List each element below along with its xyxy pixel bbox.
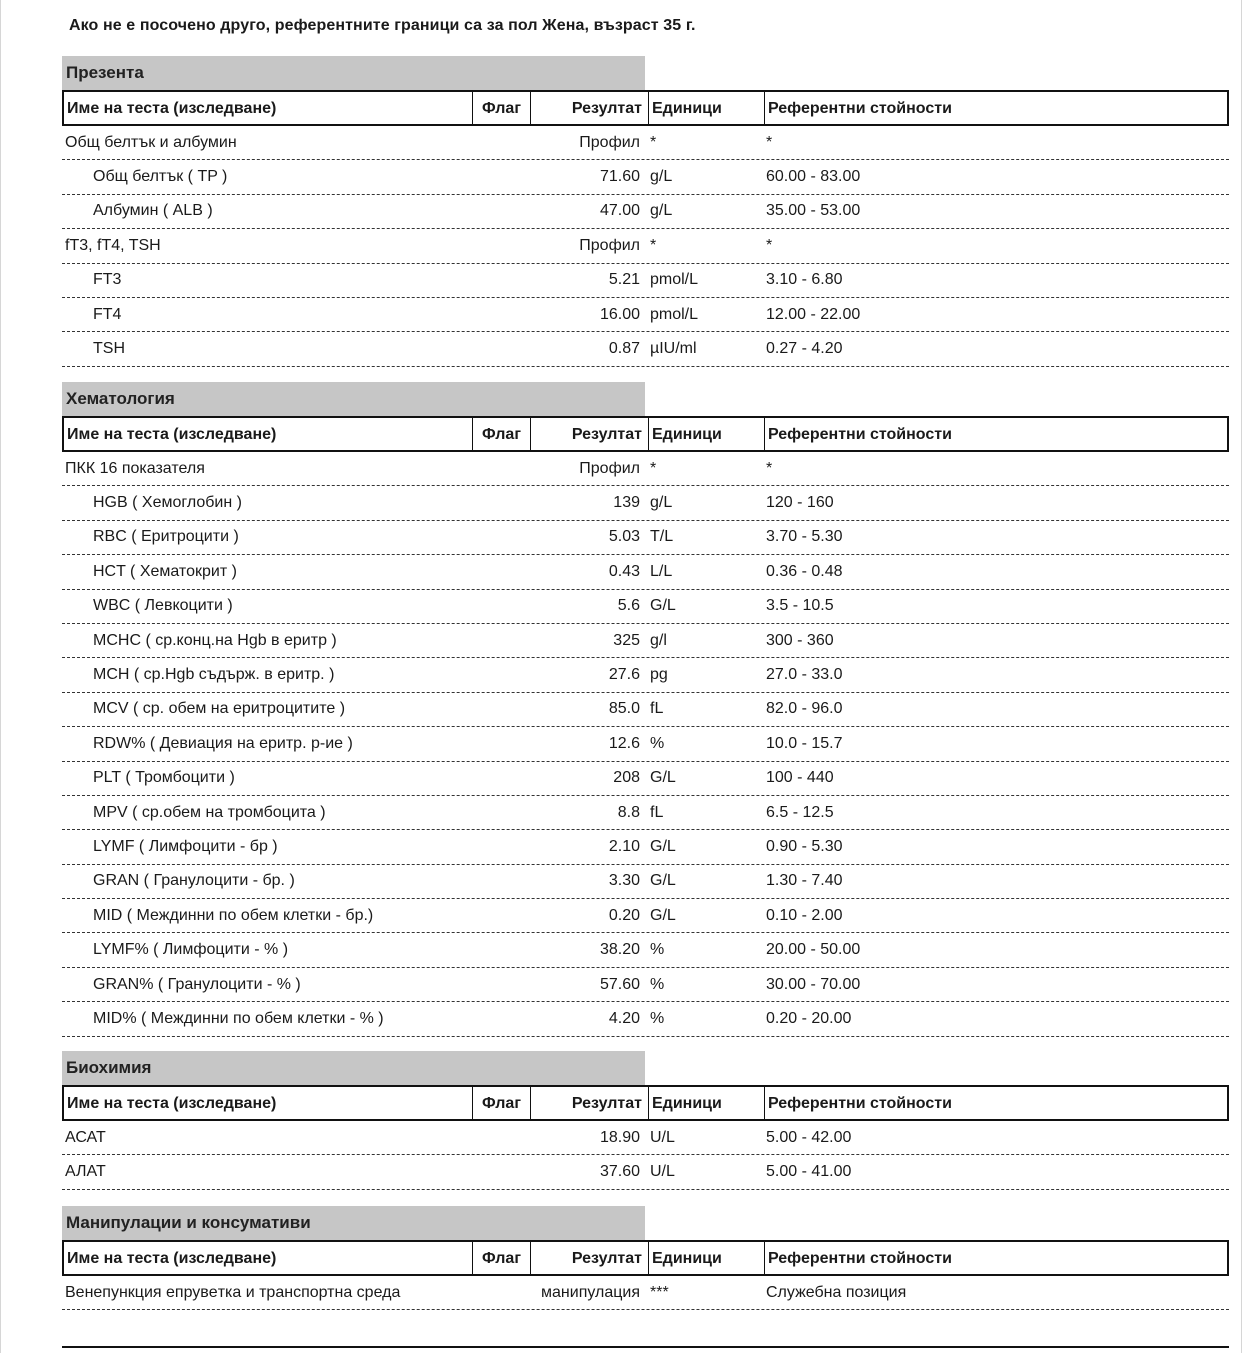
result-value: 71.60	[599, 168, 640, 186]
test-name: GRAN% ( Гранулоцити - % )	[93, 975, 301, 993]
reference-range: 20.00 - 50.00	[766, 941, 861, 959]
units-cell: %	[650, 734, 665, 752]
result-value: 4.20	[608, 1009, 640, 1027]
result-value: 27.6	[608, 666, 640, 684]
reference-range: *	[766, 236, 773, 254]
table-row	[62, 899, 1229, 933]
column-header-reference: Референтни стойности	[764, 1242, 1227, 1274]
table-header	[62, 416, 1229, 452]
reference-range: 6.5 - 12.5	[766, 803, 834, 821]
table-row	[62, 332, 1229, 366]
result-value: 0.87	[608, 340, 640, 358]
test-name: MCV ( ср. обем на еритроцитите )	[93, 700, 346, 718]
result-value: Профил	[579, 459, 640, 477]
column-header-flag: Флаг	[473, 1242, 531, 1274]
table-row	[62, 1121, 1229, 1155]
section-title: Биохимия	[62, 1051, 645, 1085]
table-row	[62, 229, 1229, 263]
test-name: Общ белтък и албумин	[65, 133, 237, 151]
test-name: TSH	[93, 340, 125, 358]
units-cell: %	[650, 975, 665, 993]
test-name: MCHC ( ср.конц.на Hgb в еритр )	[93, 631, 337, 649]
bottom-divider	[62, 1346, 1229, 1348]
result-value: 8.8	[617, 803, 640, 821]
units-cell: pmol/L	[650, 305, 699, 323]
section-title: Презента	[62, 56, 645, 90]
result-value: 5.03	[608, 528, 640, 546]
reference-range: 27.0 - 33.0	[766, 666, 843, 684]
table-row	[62, 1155, 1229, 1189]
column-header-result: Резултат	[571, 426, 642, 443]
test-name: PLT ( Тромбоцити )	[93, 769, 235, 787]
reference-range: 0.20 - 20.00	[766, 1009, 852, 1027]
units-cell: %	[650, 1009, 665, 1027]
table-row	[62, 796, 1229, 830]
section	[62, 1051, 1229, 1190]
result-value: 47.00	[599, 202, 640, 220]
units-cell: fL	[650, 803, 664, 821]
table-row	[62, 624, 1229, 658]
units-cell: T/L	[650, 528, 674, 546]
reference-range: 300 - 360	[766, 631, 834, 649]
units-cell: G/L	[650, 837, 676, 855]
units-cell: µIU/ml	[650, 340, 697, 358]
table-row	[62, 298, 1229, 332]
test-name: FT4	[93, 305, 122, 323]
column-header-reference: Референтни стойности	[764, 418, 1227, 450]
units-cell: g/L	[650, 494, 673, 512]
reference-range: 5.00 - 42.00	[766, 1128, 852, 1146]
test-name: HCT ( Хематокрит )	[93, 562, 237, 580]
result-value: 57.60	[599, 975, 640, 993]
reference-range: 1.30 - 7.40	[766, 872, 843, 890]
units-cell: *	[650, 459, 657, 477]
section	[62, 1206, 1229, 1310]
reference-range: 10.0 - 15.7	[766, 734, 843, 752]
table-row	[62, 1276, 1229, 1310]
units-cell: *	[650, 236, 657, 254]
table-header	[62, 1240, 1229, 1276]
reference-range: 5.00 - 41.00	[766, 1163, 852, 1181]
table-row	[62, 126, 1229, 160]
units-cell: g/l	[650, 631, 667, 649]
column-header-flag: Флаг	[473, 1087, 531, 1119]
units-cell: *	[650, 133, 657, 151]
table-row	[62, 555, 1229, 589]
units-cell: G/L	[650, 597, 676, 615]
column-header-reference: Референтни стойности	[764, 92, 1227, 124]
reference-range: 60.00 - 83.00	[766, 168, 861, 186]
test-name: fT3, fT4, TSH	[65, 236, 161, 254]
table-row	[62, 865, 1229, 899]
reference-note: Ако не е посочено друго, референтните граници са за пол Жена, възраст 35 г.	[69, 17, 696, 34]
units-cell: g/L	[650, 202, 673, 220]
result-value: 37.60	[599, 1163, 640, 1181]
column-header-flag: Флаг	[473, 92, 531, 124]
table-row	[62, 762, 1229, 796]
table-row	[62, 264, 1229, 298]
test-name: Венепункция епрувeтка и транспортна среда	[65, 1283, 401, 1301]
column-header-units: Единици	[648, 1242, 764, 1274]
table-row	[62, 658, 1229, 692]
result-value: 5.6	[617, 597, 640, 615]
result-value: 2.10	[608, 837, 640, 855]
reference-range: 0.36 - 0.48	[766, 562, 843, 580]
test-name: MID% ( Междинни по обем клетки - % )	[93, 1009, 384, 1027]
table-row	[62, 693, 1229, 727]
units-cell: G/L	[650, 769, 676, 787]
test-name: ПКК 16 показателя	[65, 459, 205, 477]
table-row	[62, 160, 1229, 194]
result-value: 0.20	[608, 906, 640, 924]
result-value: 18.90	[599, 1128, 640, 1146]
table-row	[62, 521, 1229, 555]
table-row	[62, 968, 1229, 1002]
column-header-units: Единици	[648, 418, 764, 450]
section-title: Хематология	[62, 382, 645, 416]
units-cell: pmol/L	[650, 271, 699, 289]
units-cell: L/L	[650, 562, 673, 580]
reference-range: 30.00 - 70.00	[766, 975, 861, 993]
test-name: WBC ( Левкоцити )	[93, 597, 233, 615]
test-name: LYMF% ( Лимфоцити - % )	[93, 941, 289, 959]
units-cell: G/L	[650, 872, 676, 890]
test-name: Общ белтък ( TP )	[93, 168, 228, 186]
result-value: 139	[613, 494, 640, 512]
result-value: Профил	[579, 133, 640, 151]
units-cell: G/L	[650, 906, 676, 924]
reference-range: 82.0 - 96.0	[766, 700, 843, 718]
table-row	[62, 195, 1229, 229]
result-value: 85.0	[608, 700, 640, 718]
column-header-flag: Флаг	[473, 418, 531, 450]
result-value: 16.00	[599, 305, 640, 323]
units-cell: U/L	[650, 1128, 675, 1146]
reference-range: 0.27 - 4.20	[766, 340, 843, 358]
units-cell: ***	[650, 1283, 669, 1301]
result-value: манипулация	[541, 1283, 640, 1301]
units-cell: fL	[650, 700, 664, 718]
table-row	[62, 1002, 1229, 1036]
reference-range: Служебна позиция	[766, 1283, 907, 1301]
reference-range: 120 - 160	[766, 494, 834, 512]
table-header	[62, 90, 1229, 126]
section	[62, 382, 1229, 1037]
table-header	[62, 1085, 1229, 1121]
reference-range: 35.00 - 53.00	[766, 202, 861, 220]
units-cell: U/L	[650, 1163, 675, 1181]
units-cell: %	[650, 941, 665, 959]
result-value: 5.21	[608, 271, 640, 289]
result-value: 208	[613, 769, 640, 787]
column-header-result: Резултат	[571, 100, 642, 117]
reference-range: 0.10 - 2.00	[766, 906, 843, 924]
reference-range: *	[766, 459, 773, 477]
reference-range: 12.00 - 22.00	[766, 305, 861, 323]
test-name: RDW% ( Девиация на еритр. р-ие )	[93, 734, 353, 752]
table-row	[62, 830, 1229, 864]
column-header-units: Единици	[648, 92, 764, 124]
test-name: MID ( Междинни по обем клетки - бр.)	[93, 906, 374, 924]
units-cell: pg	[650, 666, 668, 684]
test-name: АСАТ	[65, 1128, 106, 1146]
section-title: Манипулации и консумативи	[62, 1206, 645, 1240]
column-header-result: Резултат	[571, 1250, 642, 1267]
column-header-name: Име на теста (изследване)	[64, 418, 473, 450]
test-name: MCH ( ср.Hgb съдърж. в еритр. )	[93, 666, 335, 684]
reference-range: 100 - 440	[766, 769, 834, 787]
column-header-reference: Референтни стойности	[764, 1087, 1227, 1119]
table-row	[62, 486, 1229, 520]
test-name: HGB ( Хемоглобин )	[93, 494, 242, 512]
reference-range: *	[766, 133, 773, 151]
table-row	[62, 727, 1229, 761]
column-header-units: Единици	[648, 1087, 764, 1119]
reference-range: 3.70 - 5.30	[766, 528, 843, 546]
table-row	[62, 933, 1229, 967]
test-name: GRAN ( Гранулоцити - бр. )	[93, 872, 295, 890]
table-row	[62, 590, 1229, 624]
test-name: MPV ( ср.обем на тромбоцита )	[93, 803, 326, 821]
test-name: Албумин ( ALB )	[93, 202, 213, 220]
reference-range: 0.90 - 5.30	[766, 837, 843, 855]
section	[62, 56, 1229, 367]
result-value: 325	[613, 631, 640, 649]
result-value: Профил	[579, 236, 640, 254]
column-header-result: Резултат	[571, 1095, 642, 1112]
column-header-name: Име на теста (изследване)	[64, 1242, 473, 1274]
test-name: FT3	[93, 271, 122, 289]
table-row	[62, 452, 1229, 486]
test-name: АЛАТ	[65, 1163, 106, 1181]
test-name: RBC ( Еритроцити )	[93, 528, 239, 546]
result-value: 12.6	[608, 734, 640, 752]
units-cell: g/L	[650, 168, 673, 186]
test-name: LYMF ( Лимфоцити - бр )	[93, 837, 278, 855]
result-value: 38.20	[599, 941, 640, 959]
column-header-name: Име на теста (изследване)	[64, 1087, 473, 1119]
column-header-name: Име на теста (изследване)	[64, 92, 473, 124]
reference-range: 3.5 - 10.5	[766, 597, 834, 615]
result-value: 0.43	[608, 562, 640, 580]
result-value: 3.30	[608, 872, 640, 890]
reference-range: 3.10 - 6.80	[766, 271, 843, 289]
